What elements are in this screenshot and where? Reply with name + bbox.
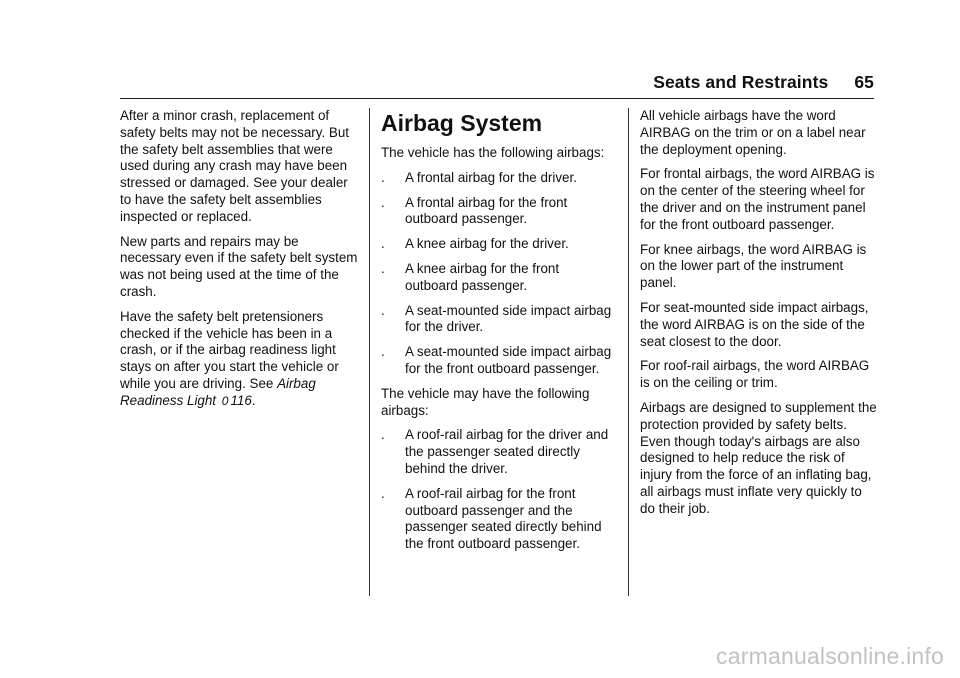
column-middle: [381, 108, 613, 561]
section-title: Seats and Restraints: [653, 72, 829, 92]
paragraph: After a minor crash, replacement of safety belts may not be necessary. But the safety belt assemblies that were used during any crash may have been stressed or damaged. See your dealer to have the safety belt assemblies inspected or replaced.: [120, 108, 349, 224]
paragraph: The vehicle may have the following airbags:: [381, 385, 590, 418]
bullet-marker: .: [381, 302, 385, 318]
paragraph: The vehicle has the following airbags:: [381, 145, 605, 160]
bullet-marker: .: [381, 260, 385, 276]
page-header: [653, 72, 874, 93]
paragraph-text: Have the safety belt pretensioners checked if the vehicle has been in a crash, or if the airbag readiness light stays on after you start the vehicle or while you are driving. See: [120, 308, 339, 391]
cross-reference-page: 116: [230, 392, 252, 408]
column-right: [640, 108, 880, 526]
list-item-text: A frontal airbag for the driver.: [405, 169, 577, 185]
paragraph-end: .: [251, 392, 256, 408]
list-item-text: A roof-rail airbag for the front outboard passenger and the passenger seated directly behind the front outboard passenger.: [405, 485, 602, 552]
page-number: 65: [854, 72, 874, 92]
airbag-list-standard: [381, 170, 613, 378]
list-item-text: A roof-rail airbag for the driver and the passenger seated directly behind the driver.: [405, 427, 609, 476]
list-item: [381, 236, 613, 253]
paragraph: [120, 309, 360, 410]
bullet-marker: .: [381, 344, 385, 360]
list-item: [381, 427, 613, 477]
bullet-marker: .: [381, 194, 385, 210]
bullet-marker: .: [381, 427, 385, 443]
paragraph: All vehicle airbags have the word AIRBAG on the trim or on a label near the deployment opening.: [640, 108, 866, 157]
list-item-text: A seat-mounted side impact airbag for the driver.: [405, 302, 612, 335]
paragraph: For knee airbags, the word AIRBAG is on the lower part of the instrument panel.: [640, 241, 867, 291]
column-divider-1: [369, 108, 370, 596]
list-item-text: A frontal airbag for the front outboard passenger.: [405, 194, 568, 227]
cross-reference-title: Airbag Readiness Light: [120, 375, 316, 408]
list-item: [381, 344, 613, 378]
column-divider-2: [628, 108, 629, 596]
list-item: [381, 303, 613, 337]
bullet-marker: .: [381, 236, 385, 252]
list-item: [381, 486, 613, 553]
list-item-text: A knee airbag for the front outboard passenger.: [405, 260, 560, 293]
section-heading: Airbag System: [381, 110, 543, 136]
list-item: [381, 195, 613, 229]
paragraph: For roof-rail airbags, the word AIRBAG is on the ceiling or trim.: [640, 358, 870, 391]
bullet-marker: .: [381, 169, 385, 185]
list-item-text: A knee airbag for the driver.: [405, 236, 569, 252]
list-item-text: A seat-mounted side impact airbag for the front outboard passenger.: [405, 344, 612, 376]
list-item: [381, 261, 613, 295]
list-item: [381, 170, 613, 187]
paragraph: Airbags are designed to supplement the protection provided by safety belts. Even though today's airbags are also designed to help reduce the risk of injury from the force of an inflating bag, all airbags must inflate very quickly to do their job.: [640, 399, 877, 516]
column-left: [120, 108, 360, 418]
paragraph: For frontal airbags, the word AIRBAG is on the center of the steering wheel for the driver and on the instrument panel for the front outboard passenger.: [640, 166, 875, 232]
page-reference-arrow-icon: 0: [221, 393, 229, 408]
airbag-list-optional: [381, 427, 613, 553]
paragraph: For seat-mounted side impact airbags, the word AIRBAG is on the side of the seat closest to the door.: [640, 299, 869, 349]
watermark: carmanualsonline.info: [716, 643, 944, 669]
paragraph: New parts and repairs may be necessary even if the safety belt system was not being used at the time of the crash.: [120, 233, 358, 299]
header-rule: [120, 98, 874, 99]
bullet-marker: .: [381, 485, 385, 501]
